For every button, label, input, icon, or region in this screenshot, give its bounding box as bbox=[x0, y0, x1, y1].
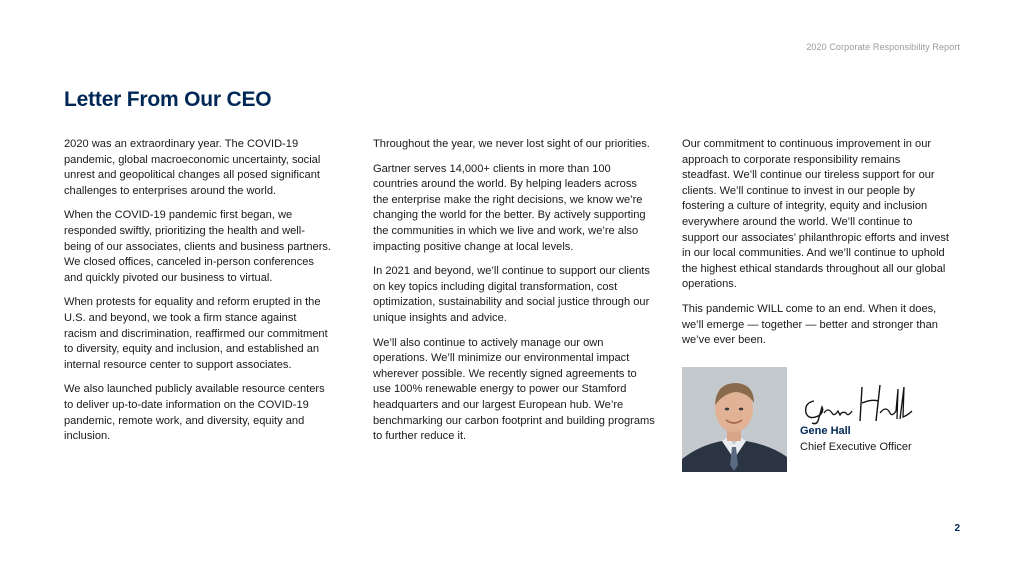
paragraph: Gartner serves 14,000+ clients in more than 100 countries around the world. By helping leaders across the enterprise make the right decisions, we know we’re changing the world for the better. By actively supporting the communities in which we live and work, we’re also impacting positive change at local levels. bbox=[373, 162, 646, 253]
paragraph: Throughout the year, we never lost sight of our priorities. bbox=[373, 138, 650, 150]
ceo-signature bbox=[800, 381, 928, 425]
paragraph: When the COVID-19 pandemic first began, we responded swiftly, prioritizing the health and well-being of our associates, clients and business partners. We closed offices, canceled in-person conferences and quickly pivoted our business to virtual. bbox=[64, 209, 332, 284]
ceo-name: Gene Hall bbox=[800, 425, 851, 437]
ceo-title: Chief Executive Officer bbox=[800, 441, 912, 453]
page-title: Letter From Our CEO bbox=[64, 88, 272, 111]
paragraph: Our commitment to continuous improvement in our approach to corporate responsibility remains steadfast. We’ll continue our tireless support for our clients. We’ll continue to invest in our people by fostering a culture of integrity, equity and inclusion everywhere around the world. We’ll continue to support our associates’ philanthropic efforts and invest in our local communities. And we’ll continue to uphold the highest ethical standards throughout all our global operations. bbox=[682, 138, 950, 291]
paragraph: When protests for equality and reform erupted in the U.S. and beyond, we took a firm stance against racism and discrimination, reaffirmed our commitment to diversity, equity and inclusion, and established an internal resource center to support associates. bbox=[64, 296, 328, 371]
paragraph: 2020 was an extraordinary year. The COVID-19 pandemic, global macroeconomic uncertainty, social unrest and geopolitical changes all posed significant challenges to enterprises around the world. bbox=[64, 138, 321, 197]
paragraph: This pandemic WILL come to an end. When it does, we’ll emerge — together — better and stronger than we’ve ever been. bbox=[682, 302, 938, 347]
ceo-signature-block bbox=[682, 367, 962, 473]
letter-column-2 bbox=[373, 137, 655, 454]
page-number: 2 bbox=[954, 523, 960, 534]
paragraph: In 2021 and beyond, we’ll continue to support our clients on key topics including digital transformation, cost optimization, sustainability and social justice through our unique insights and advice. bbox=[373, 265, 650, 324]
letter-column-1 bbox=[64, 137, 332, 454]
paragraph: We’ll also continue to actively manage our own operations. We’ll minimize our environmental impact wherever possible. We recently signed agreements to use 100% renewable energy to power our Stamford headquarters and our largest European hub. We’re benchmarking our carbon footprint and building programs to further reduce it. bbox=[373, 336, 655, 443]
report-label: 2020 Corporate Responsibility Report bbox=[806, 42, 960, 52]
ceo-portrait-illustration bbox=[682, 367, 787, 472]
letter-column-3 bbox=[682, 137, 950, 358]
paragraph: We also launched publicly available resource centers to deliver up-to-date information on the COVID-19 pandemic, remote work, and diversity, equity and inclusion. bbox=[64, 383, 325, 443]
ceo-portrait bbox=[682, 367, 787, 472]
